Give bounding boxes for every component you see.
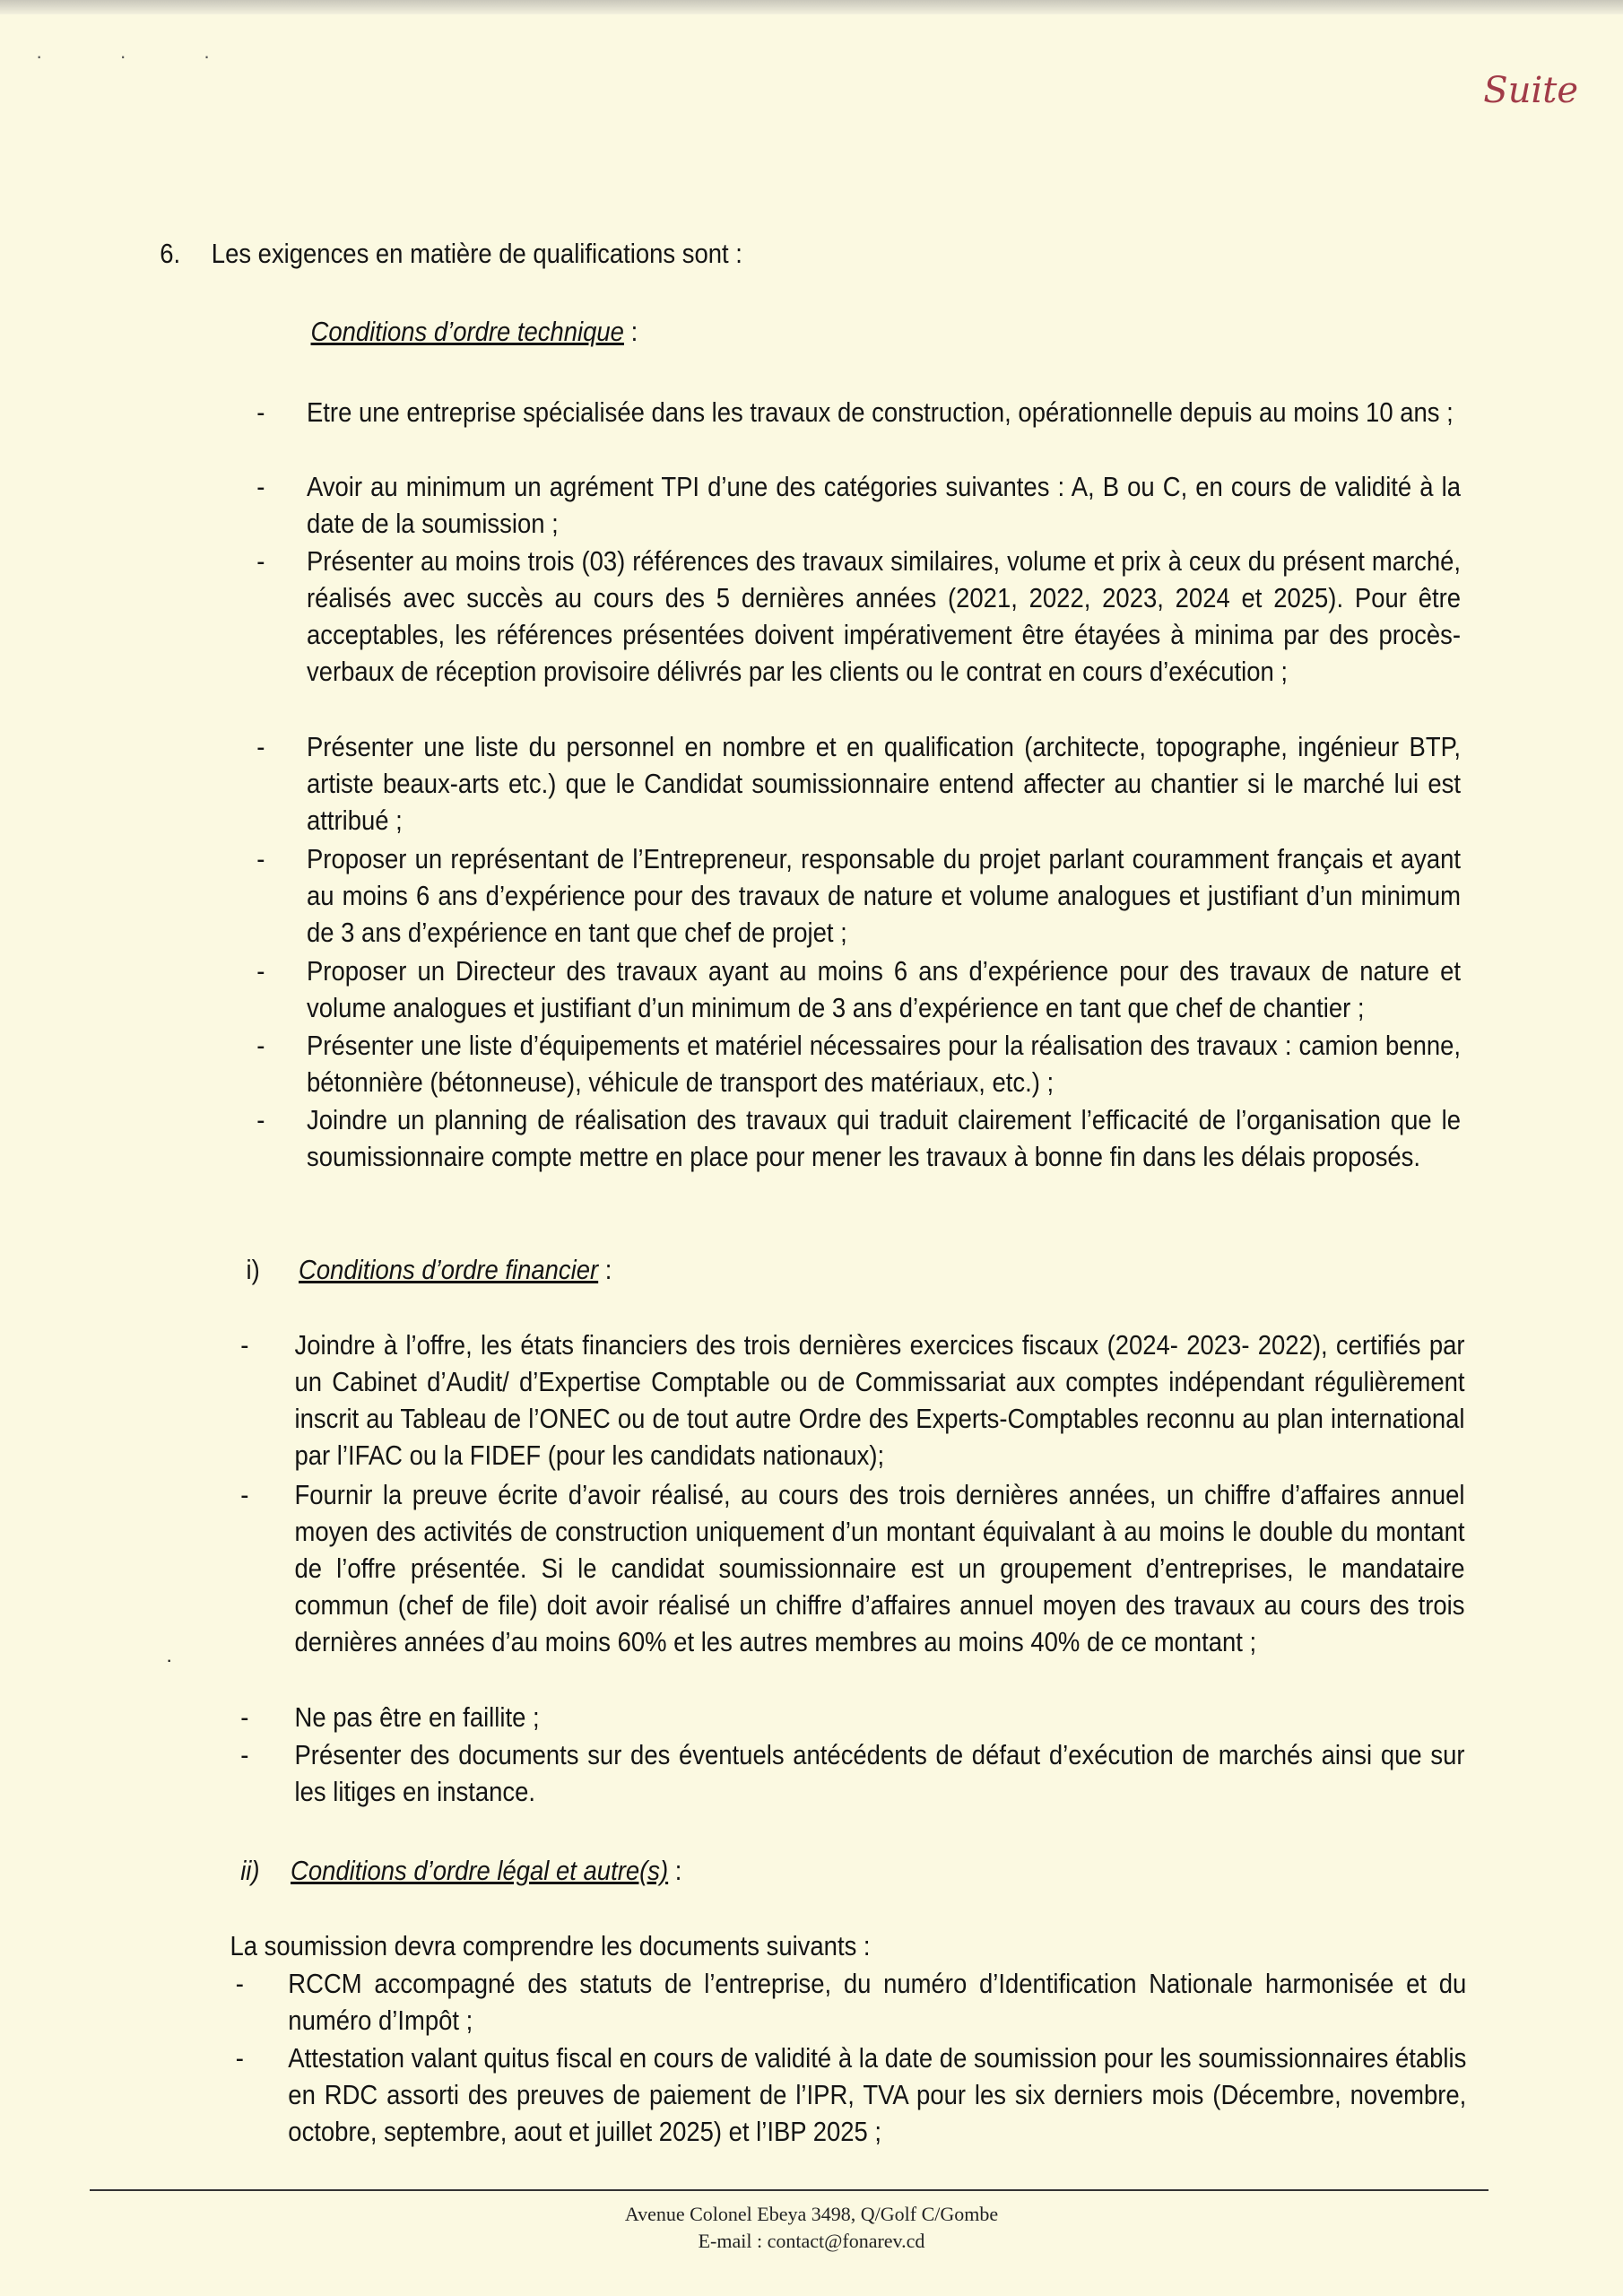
suite-annotation: Suite <box>1483 70 1578 111</box>
legal-marker: ii) <box>240 1856 260 1886</box>
bullet-text: Avoir au minimum un agrément TPI d’une des catégories suivantes : A, B ou C, en cours de validité à la date de la soumission ; <box>307 472 1461 539</box>
bullet-dash: - <box>240 1740 249 1770</box>
scan-dot: · <box>166 1648 173 1671</box>
legal-title: Conditions d’ordre légal et autre(s) <box>291 1856 669 1886</box>
bullet-text: Présenter des documents sur des éventuels antécédents de défaut d’exécution de marchés ainsi que sur les litiges en instance. <box>294 1740 1465 1807</box>
bullet-text: Présenter une liste d’équipements et matériel nécessaires pour la réalisation des travaux : camion benne, bétonnière (bétonneuse), véhicule de transport des matériaux, etc.) ; <box>307 1031 1461 1098</box>
bullet-text: Joindre à l’offre, les états financiers des trois dernières exercices fiscaux (2024- 2023- 2022), certifiés par un Cabinet d’Audit/ d’Expertise Comptable ou de Commissariat aux comptes indépendant régulièrement inscrit au Tableau de l’ONEC ou de tout autre Ordre des Experts-Comptables reconnu au plan international par l’IFAC ou la FIDEF (pour les candidats nationaux); <box>294 1330 1465 1471</box>
bullet-dash: - <box>256 1031 265 1061</box>
financial-heading <box>299 1252 612 1289</box>
bullet-dash: - <box>240 1702 249 1733</box>
technical-heading <box>311 314 638 351</box>
legal-colon: : <box>668 1856 682 1886</box>
bullet-dash: - <box>256 546 265 577</box>
financial-marker: i) <box>246 1255 260 1285</box>
bullet-dash: - <box>235 2043 244 2074</box>
bullet-text: Etre une entreprise spécialisée dans les travaux de construction, opérationnelle depuis au moins 10 ans ; <box>307 397 1454 428</box>
bullet-text: Ne pas être en faillite ; <box>294 1702 540 1733</box>
bullet-text: Proposer un représentant de l’Entrepreneur, responsable du projet parlant couramment français et ayant au moins 6 ans d’expérience pour des travaux de nature et volume analogues et justifiant d’un minimum de 3 ans d’expérience en tant que chef de projet ; <box>307 844 1461 948</box>
financial-colon: : <box>598 1255 612 1285</box>
bullet-dash: - <box>256 956 265 987</box>
scan-top-edge <box>0 0 1623 14</box>
legal-intro: La soumission devra comprendre les documents suivants : <box>230 1931 871 1961</box>
technical-colon: : <box>623 317 638 347</box>
bullet-dash: - <box>256 397 265 428</box>
bullet-dash: - <box>235 1969 244 1999</box>
bullet-text: Présenter une liste du personnel en nombre et en qualification (architecte, topographe, ingénieur BTP, artiste beaux-arts etc.) que le Candidat soumissionnaire entend affecter au chantier si le marché lui est attribué ; <box>307 732 1461 836</box>
footer-email: E-mail : contact@fonarev.cd <box>698 2230 925 2252</box>
footer-rule <box>90 2189 1488 2191</box>
bullet-dash: - <box>240 1330 249 1361</box>
bullet-text: Attestation valant quitus fiscal en cours de validité à la date de soumission pour les soumissionnaires établis en RDC assorti des preuves de paiement de l’IPR, TVA pour les six derniers mois (Décembre, novembre, octobre, septembre, aout et juillet 2025) et l’IBP 2025 ; <box>288 2043 1467 2147</box>
legal-heading <box>291 1853 681 1890</box>
financial-title: Conditions d’ordre financier <box>299 1255 599 1285</box>
bullet-dash: - <box>256 844 265 874</box>
bullet-text: Proposer un Directeur des travaux ayant au moins 6 ans d’expérience pour des travaux de nature et volume analogues et justifiant d’un minimum de 3 ans d’expérience en tant que chef de chantier ; <box>307 956 1461 1023</box>
footer-address: Avenue Colonel Ebeya 3498, Q/Golf C/Gombe <box>624 2203 999 2225</box>
bullet-dash: - <box>240 1480 249 1510</box>
bullet-text: Fournir la preuve écrite d’avoir réalisé, au cours des trois dernières années, un chiffre d’affaires annuel moyen des activités de construction uniquement d’un montant équivalant à au moins le double du montant de l’offre présentée. Si le candidat soumissionnaire est un groupement d’entreprises, le mandataire commun (chef de file) doit avoir réalisé un chiffre d’affaires annuel moyen des travaux au cours des trois dernières années d’au moins 60% et les autres membres au moins 40% de ce montant ; <box>294 1480 1465 1657</box>
section-heading: Les exigences en matière de qualifications sont : <box>211 239 742 269</box>
bullet-dash: - <box>256 1105 265 1135</box>
bullet-dash: - <box>256 472 265 502</box>
technical-title: Conditions d’ordre technique <box>310 317 624 347</box>
bullet-text: Joindre un planning de réalisation des travaux qui traduit clairement l’efficacité de l’organisation que le soumissionnaire compte mettre en place pour mener les travaux à bonne fin dans les délais proposés. <box>307 1105 1461 1172</box>
bullet-text: RCCM accompagné des statuts de l’entreprise, du numéro d’Identification Nationale harmonisée et du numéro d’Impôt ; <box>288 1969 1467 2036</box>
bullet-text: Présenter au moins trois (03) références des travaux similaires, volume et prix à ceux du présent marché, réalisés avec succès au cours des 5 dernières années (2021, 2022, 2023, 2024 et 2025). Pour être acceptables, les références présentées doivent impérativement être étayées à minima par des procès-verbaux de réception provisoire délivrés par les clients ou le contrat en cours d’exécution ; <box>307 546 1461 687</box>
section-number: 6. <box>160 239 181 269</box>
bullet-dash: - <box>256 732 265 762</box>
scan-specks: · · · <box>36 45 247 67</box>
